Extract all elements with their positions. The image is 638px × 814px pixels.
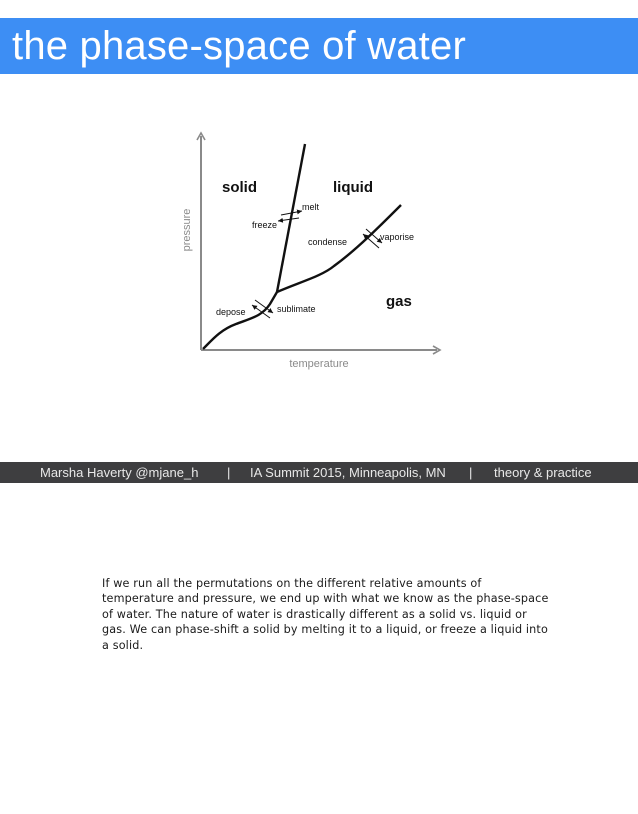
speaker-notes: If we run all the permutations on the different relative amounts of temperature and pressure, we end up with what we know as the phase-space of water. The nature of water is drastically different as a solid vs. liquid or gas. We can phase-shift a solid by melting it to a liquid, or freeze a liquid into a solid. [102, 577, 549, 652]
condense-label: condense [308, 237, 348, 247]
footer-separator: | [227, 465, 231, 480]
depose-label: depose [216, 307, 246, 317]
melting-curve [277, 144, 305, 292]
footer-event: IA Summit 2015, Minneapolis, MN [250, 465, 446, 480]
freeze-arrow [278, 218, 299, 221]
footer-author: Marsha Haverty @mjane_h [40, 465, 199, 480]
freeze-label: freeze [252, 220, 278, 230]
sublimate-label: sublimate [277, 304, 316, 314]
region-liquid-label: liquid [333, 179, 373, 196]
footer-bar [0, 462, 638, 483]
y-axis-label: pressure [181, 208, 193, 252]
vaporise-label: vaporise [380, 232, 415, 242]
sublimation-curve [203, 292, 277, 349]
region-solid-label: solid [222, 179, 258, 196]
melt-label: melt [302, 202, 320, 212]
slide-title: the phase-space of water [12, 24, 466, 68]
x-axis-label: temperature [289, 358, 349, 370]
region-gas-label: gas [386, 293, 412, 310]
footer-separator: | [469, 465, 473, 480]
footer-topic: theory & practice [494, 465, 592, 480]
